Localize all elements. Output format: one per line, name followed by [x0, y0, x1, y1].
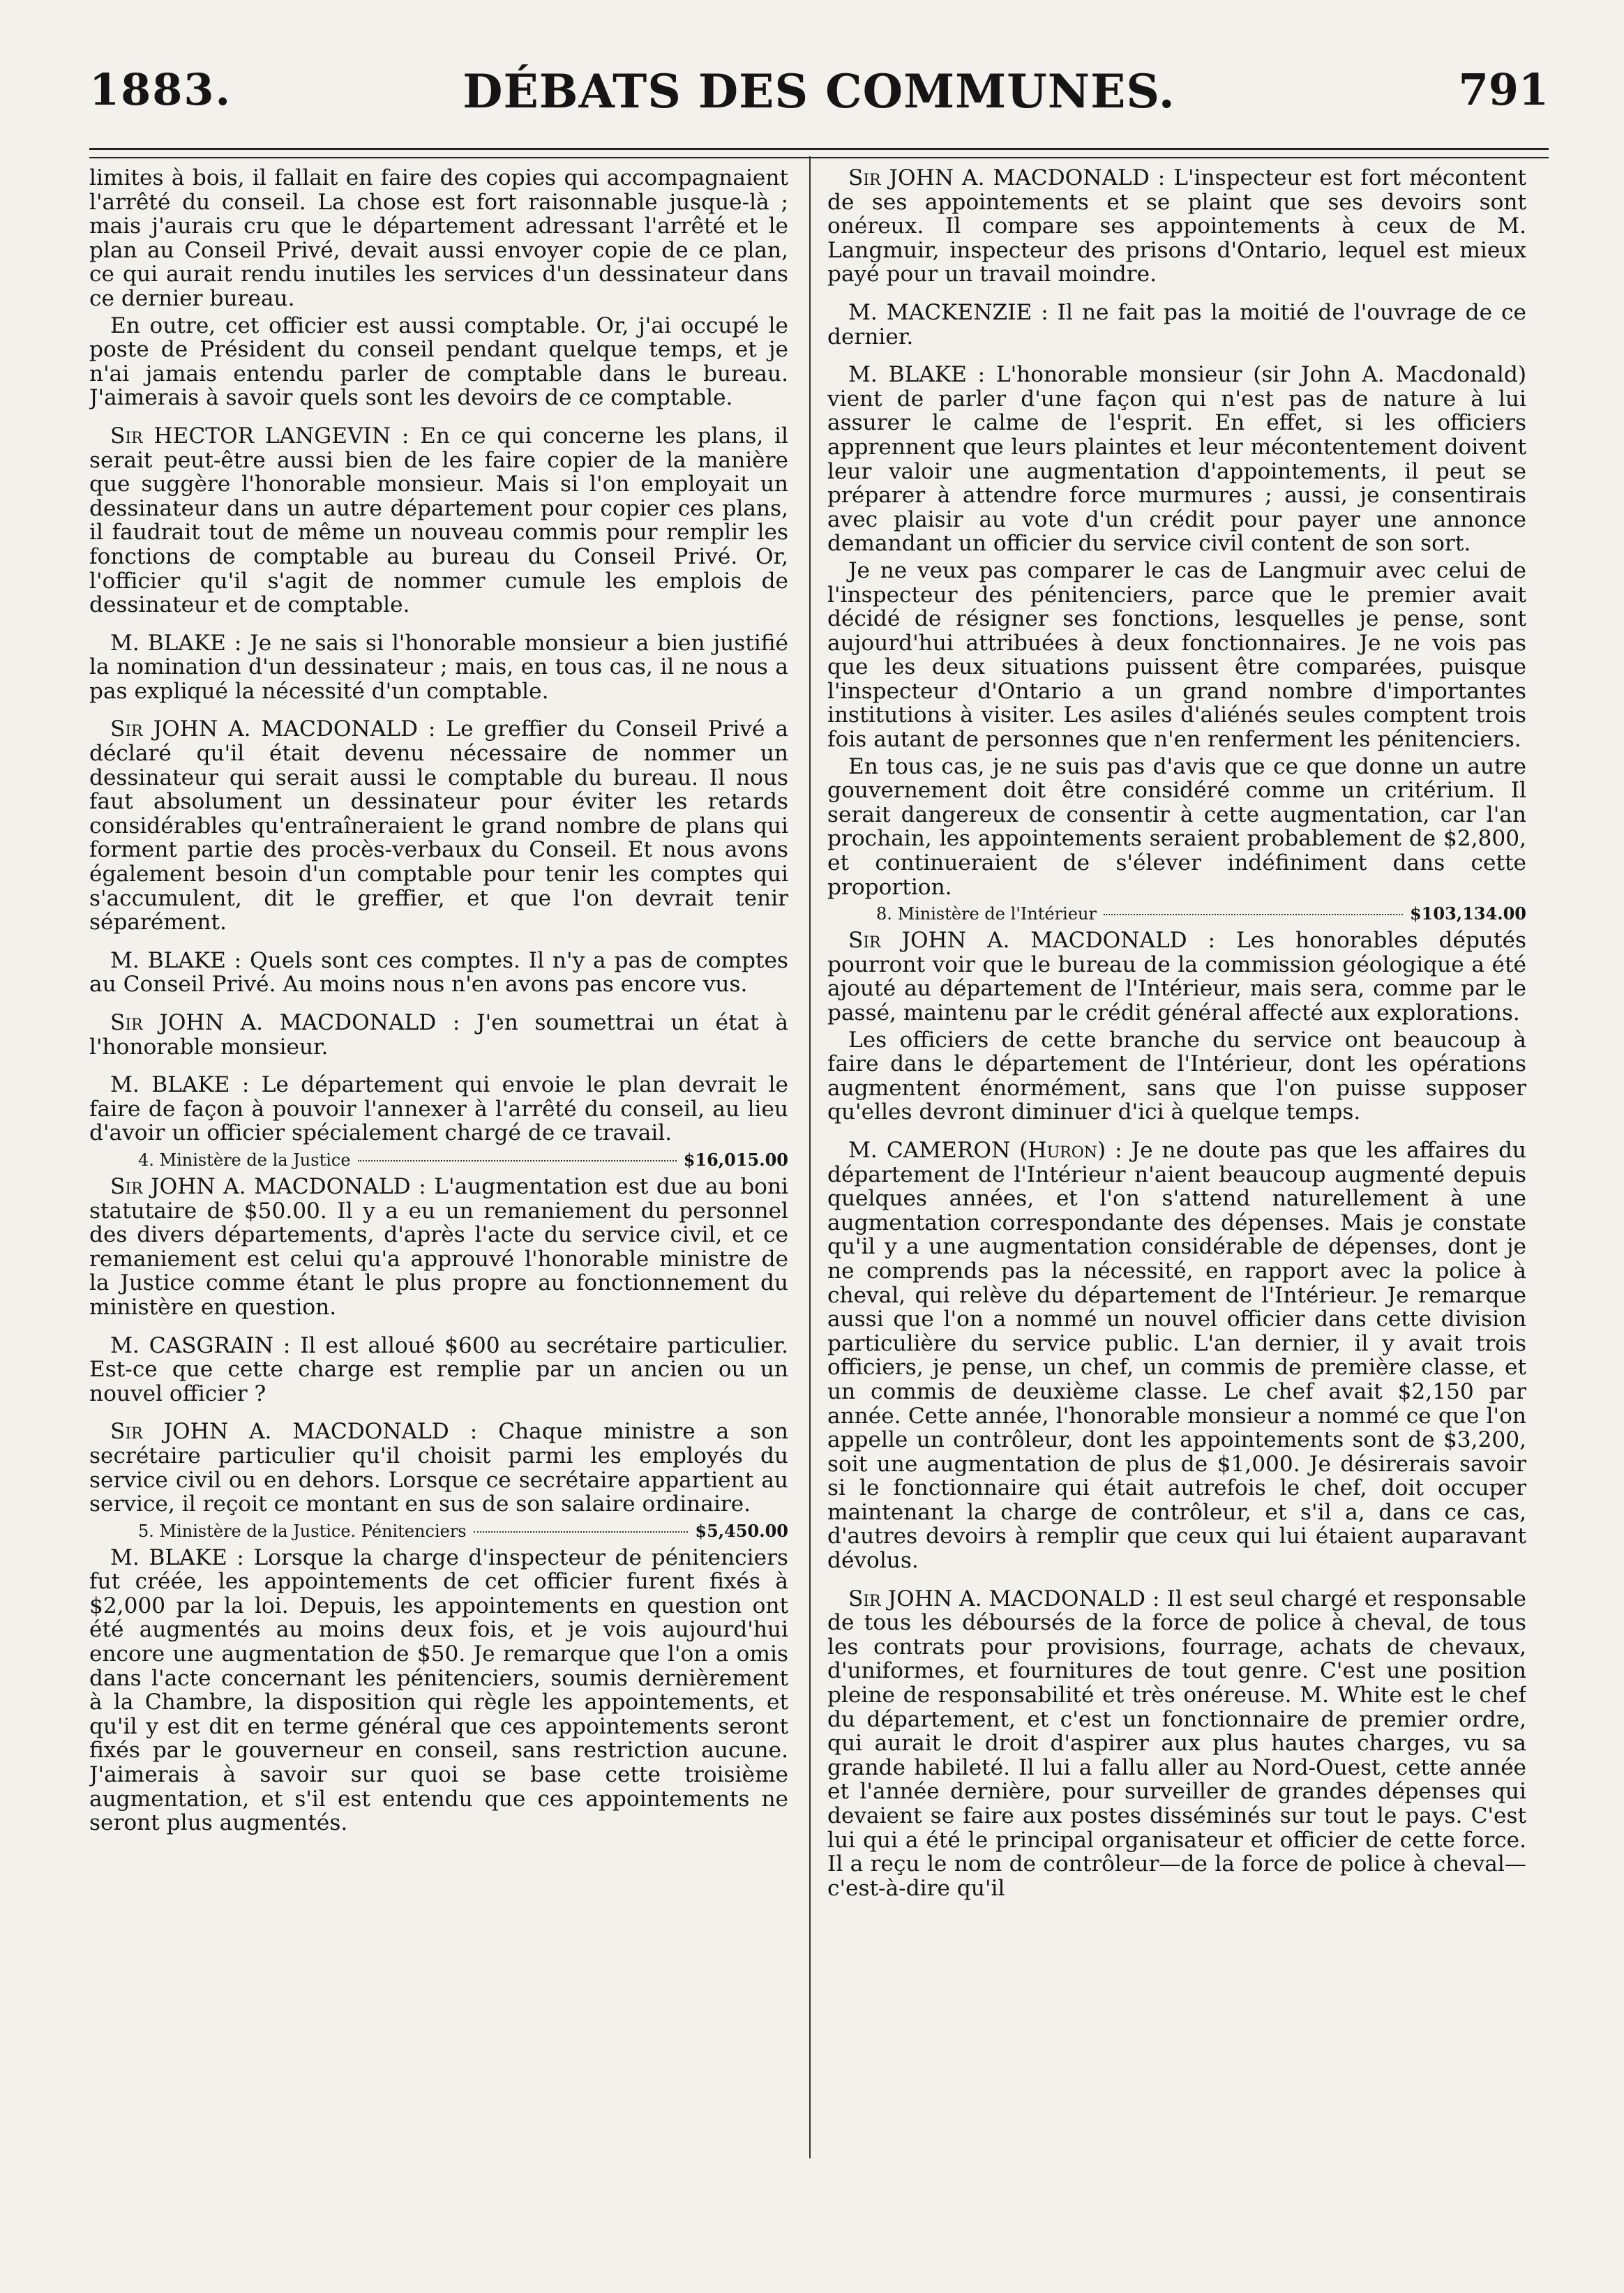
speech-text: : J'en soumettrai un état à l'honorable monsieur. [89, 1010, 788, 1060]
paragraph: En outre, cet officier est aussi comptable. Or, j'ai occupé le poste de Président du conseil pendant quelque temps, et je n'ai jamais entendu parler de comptable dans le bureau. J'aimerais à savoir quels sont les devoirs de ce comptable. [89, 313, 788, 411]
speech [89, 1175, 788, 1320]
paragraph: En tous cas, je ne suis pas d'avis que ce que donne un autre gouvernement doit être considéré comme un critérium. Il serait dangereux de consentir à cette augmentation, car l'an prochain, les appointements seraient probablement de $2,800, et continueraient de s'élever indéfiniment dans cette proportion. [827, 753, 1526, 900]
speech [827, 363, 1526, 556]
speaker-name: M. CAMERON (Huron) [848, 1137, 1106, 1163]
speech-text: : Je ne doute pas que les affaires du département de l'Intérieur n'aient beaucoup augmenté depuis quelques années, et l'on s'attend naturellement à une augmentation correspondante des dépenses. Mais je constate qu'il y a une augmentation considérable de dépenses, dont je ne comprends pas la nécessité, en rapport avec la police à cheval, qui relève du département de l'Intérieur. Je remarque aussi que l'on a nommé un nouvel officier dans cette division particulière du service public. L'an dernier, il y avait trois officiers, je pense, un chef, un commis de première classe, et un commis de deuxième classe. Le chef avait $2,150 par année. Cette année, l'honorable monsieur a nommé ce que l'on appelle un contrôleur, dont les appointements sont de $3,200, soit une augmentation de plus de $1,000. Je désirerais savoir si le fonctionnaire qui était autrefois le chef, doit occuper maintenant la charge de contrôleur, et s'il a, dans ce cas, d'autres devoirs à remplir que ceux qui lui étaient auparavant dévolus. [827, 1137, 1526, 1574]
speaker-name: M. BLAKE [110, 630, 226, 656]
speech-text: : Le département qui envoie le plan devrait le faire de façon à pouvoir l'annexer à l'arrêté du conseil, au lieu d'avoir un officier spécialement chargé de ce travail. [89, 1072, 788, 1146]
speech [89, 717, 788, 934]
speech [89, 1011, 788, 1059]
speech-text: : Les honorables députés pourront voir que le bureau de la commission géologique a été ajouté au département de l'Intérieur, mais sera, comme par le passé, maintenu par le crédit général affecté aux explorations. [827, 928, 1526, 1025]
speech-text: : Chaque ministre a son secrétaire particulier qu'il choisit parmi les employés du service civil ou en dehors. Lorsque ce secrétaire appartient au service, il reçoit ce montant en sus de son salaire ordinaire. [89, 1419, 788, 1517]
page-number: 791 [1458, 64, 1549, 115]
paragraph: Je ne veux pas comparer le cas de Langmuir avec celui de l'inspecteur des pénitenciers, parce que le premier avait décidé de résigner ses fonctions, lesquelles je pense, sont aujourd'hui attribuées à deux fonctionnaires. Je ne vois pas que les deux situations puissent être comparées, puisque l'inspecteur d'Ontario a un grand nombre d'importantes institutions à visiter. Les asiles d'aliénés seules comptent trois fois autant de personnes que n'en renferment les pénitenciers. [827, 557, 1526, 753]
speech-text: : Lorsque la charge d'inspecteur de pénitenciers fut créée, les appointements de cet officier furent fixés à $2,000 par la loi. Depuis, les appointements en question ont été augmentés au moins deux fois, et je vois aujourd'hui encore une augmentation de $50. Je remarque que l'on a omis dans l'acte concernant les pénitenciers, soumis dernièrement à la Chambre, la disposition qui règle les appointements, et qu'il y est dit en terme général que ces appointements seront fixés par le gouverneur en conseil, sans restriction aucune. J'aimerais à savoir sur quoi se base cette troisième augmentation, et s'il est entendu que ces appointements ne seront plus augmentés. [89, 1544, 788, 1836]
speech [89, 1546, 788, 1835]
budget-item-label: 4. Ministère de la Justice [138, 1150, 351, 1170]
leader-dots [1104, 914, 1403, 915]
paragraph: limites à bois, il fallait en faire des copies qui accompagnaient l'arrêté du conseil. La chose est fort raisonnable jusque-là ; mais j'aurais cru que le département adressant l'arrêté et le plan au Conseil Privé, devait aussi envoyer copie de ce plan, ce qui aurait rendu inutiles les services d'un dessinateur dans ce dernier bureau. [89, 166, 788, 311]
speaker-name: M. BLAKE [110, 1072, 230, 1098]
budget-item [89, 1521, 788, 1542]
speech [827, 929, 1526, 1025]
header-rule [89, 148, 1549, 158]
speech-text: : L'inspecteur est fort mécontent de ses appointements et se plaint que ses devoirs sont onéreux. Il compare ses appointements à ceux de M. Langmuir, inspecteur des prisons d'Ontario, lequel est mieux payé pour un travail moindre. [827, 166, 1526, 287]
speech [827, 166, 1526, 287]
header-year: 1883. [89, 64, 232, 115]
speaker-name: Sir JOHN A. MACDONALD [848, 928, 1187, 954]
speaker-name: M. BLAKE [110, 947, 226, 973]
speech-text: : Le greffier du Conseil Privé a déclaré qu'il était devenu nécessaire de nommer un dessinateur qui serait aussi le comptable du bureau. Il nous faut absolument un dessinateur pour éviter les retards considérables qu'entraîneraient le grand nombre de plans qui forment partie des procès-verbaux du Conseil. Et nous avons également besoin d'un comptable pour tenir les comptes qui s'accumulent, dit le greffier, et que l'on devrait tenir séparément. [89, 716, 788, 935]
speech [89, 1334, 788, 1406]
speech [89, 1420, 788, 1516]
speech [89, 631, 788, 704]
speaker-name: Sir JOHN A. MACDONALD [110, 1419, 449, 1445]
leader-dots [358, 1160, 677, 1161]
speech [827, 1138, 1526, 1573]
speech-text: : L'honorable monsieur (sir John A. Macdonald) vient de parler d'une façon qui n'est pas de nature à lui assurer le calme de l'esprit. En effet, si les officiers apprennent que leurs plaintes et leur mécontentement doivent leur valoir une augmentation d'appointements, il peut se préparer à attendre force murmures ; aussi, je consentirais avec plaisir au vote d'un crédit pour payer une annonce demandant un officier du service civil content de son sort. [827, 362, 1526, 557]
column-divider [809, 156, 811, 2158]
left-column [89, 166, 788, 2182]
speech [89, 949, 788, 997]
header-title: DÉBATS DES COMMUNES. [463, 64, 1175, 119]
budget-item-amount: $5,450.00 [695, 1520, 788, 1541]
speech-text: : En ce qui concerne les plans, il serait peut-être aussi bien de les faire copier de la manière que suggère l'honorable monsieur. Mais si l'on employait un dessinateur dans un autre département pour copier ces plans, il faudrait tout de même un nouveau commis pour remplir les fonctions de comptable au bureau du Conseil Privé. Or, l'officier qu'il s'agit de nommer cumule les emplois de dessinateur et de comptable. [89, 423, 788, 618]
speaker-name: M. BLAKE [110, 1544, 227, 1570]
speaker-name: Sir JOHN A. MACDONALD [110, 1010, 437, 1035]
speech [827, 301, 1526, 349]
paragraph: Les officiers de cette branche du service ont beaucoup à faire dans le département de l'Intérieur, dont les opérations augmentent énormément, sans que l'on puisse supposer qu'elles devront diminuer d'ici à quelque temps. [827, 1027, 1526, 1125]
speech-text: : Il est alloué $600 au secrétaire particulier. Est-ce que cette charge est remplie par un ancien ou un nouvel officier ? [89, 1332, 788, 1406]
speaker-name: Sir JOHN A. MACDONALD [848, 166, 1150, 190]
budget-item-label: 5. Ministère de la Justice. Pénitenciers [138, 1521, 467, 1541]
budget-item-label: 8. Ministère de l'Intérieur [876, 904, 1097, 924]
speech-text: : Il est seul chargé et responsable de tous les déboursés de la force de police à cheval, de tous les contrats pour provisions, fourrage, achats de chevaux, d'uniformes, et fournitures de tout genre. C'est une position pleine de responsabilité et très onéreuse. M. White est le chef du département, et c'est un fonctionnaire de premier ordre, qui aurait le droit d'aspirer aux plus hautes charges, vu sa grande habileté. Il lui a fallu aller au Nord-Ouest, cette année et l'année dernière, pour surveiller de grandes dépenses qui devaient se faire aux postes disséminés sur tout le pays. C'est lui qui a été le principal organisateur et officier de cette force. Il a reçu le nom de contrôleur—de la force de police à cheval—c'est-à-dire qu'il [827, 1586, 1526, 1901]
right-column [827, 166, 1526, 2182]
speaker-name: M. BLAKE [848, 362, 967, 388]
budget-item-amount: $103,134.00 [1409, 903, 1526, 924]
speaker-name: Sir JOHN A. MACDONALD [110, 716, 418, 742]
page-header [89, 64, 1549, 141]
speech-text: : L'augmentation est due au boni statutaire de $50.00. Il y a eu un remaniement du personnel des divers départements, d'après l'acte du service civil, et ce remaniement est celui qu'a approuvé l'honorable ministre de la Justice comme étant le plus propre au fonctionnement du ministère en question. [89, 1173, 788, 1320]
speaker-name: Sir HECTOR LANGEVIN [110, 423, 391, 449]
speaker-name: Sir JOHN A. MACDONALD [110, 1173, 411, 1199]
speech-text: : Je ne sais si l'honorable monsieur a bien justifié la nomination d'un dessinateur ; mais, en tous cas, il ne nous a pas expliqué la nécessité d'un comptable. [89, 630, 788, 704]
speaker-name: M. MACKENZIE [848, 299, 1032, 325]
speech-text: : Quels sont ces comptes. Il n'y a pas de comptes au Conseil Privé. Au moins nous n'en avons pas encore vus. [89, 947, 788, 998]
speech [89, 424, 788, 617]
speech [827, 1587, 1526, 1901]
budget-item [89, 1150, 788, 1171]
speech [89, 1073, 788, 1145]
speaker-name: M. CASGRAIN [110, 1332, 274, 1358]
speaker-name: Sir JOHN A. MACDONALD [848, 1586, 1146, 1611]
leader-dots [474, 1531, 689, 1533]
speech-text: : Il ne fait pas la moitié de l'ouvrage de ce dernier. [827, 299, 1526, 349]
budget-item [827, 903, 1526, 924]
budget-item-amount: $16,015.00 [683, 1149, 788, 1170]
